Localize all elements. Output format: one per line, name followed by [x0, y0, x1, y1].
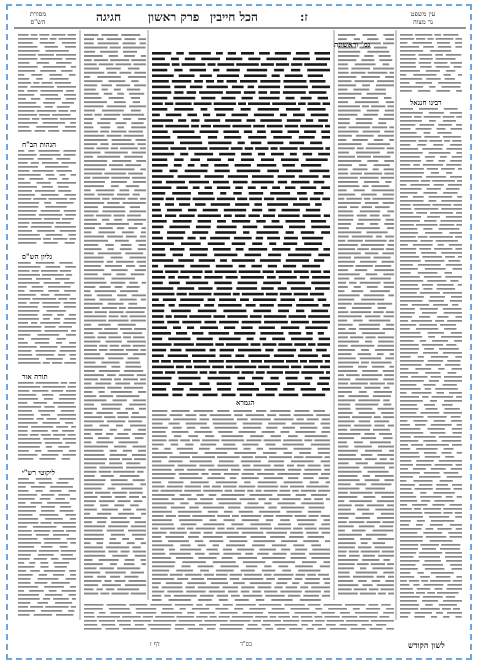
gilyon-heading: גליון הש"ס [22, 252, 53, 261]
footer-center: בס"ד [240, 641, 252, 648]
page-border [6, 4, 472, 660]
masoret-heading: מסורת הש"ס [29, 10, 47, 26]
torah-or-heading: תורה אור [22, 372, 48, 381]
main-end-word: הגמרא [236, 398, 255, 407]
perek-label: פרק ראשון [148, 10, 200, 24]
footer-right: דף ז [150, 641, 160, 648]
main-dibbur: גמ' וראשונה [334, 40, 371, 49]
likutei-heading: ליקוטי רש"י [22, 468, 56, 477]
hagahot-heading: הגהות הב"ח [22, 140, 57, 149]
tractate-title: חגיגה [96, 10, 122, 24]
footer-left: לשון הקודש [408, 640, 445, 650]
rabbeinu-chananel-heading: רבינו חננאל [410, 98, 442, 107]
page-number: ז: [300, 10, 308, 24]
ein-mishpat-heading: עין משפט נר מצוה [410, 10, 436, 26]
chapter-title: הכל חייבין [210, 10, 258, 24]
